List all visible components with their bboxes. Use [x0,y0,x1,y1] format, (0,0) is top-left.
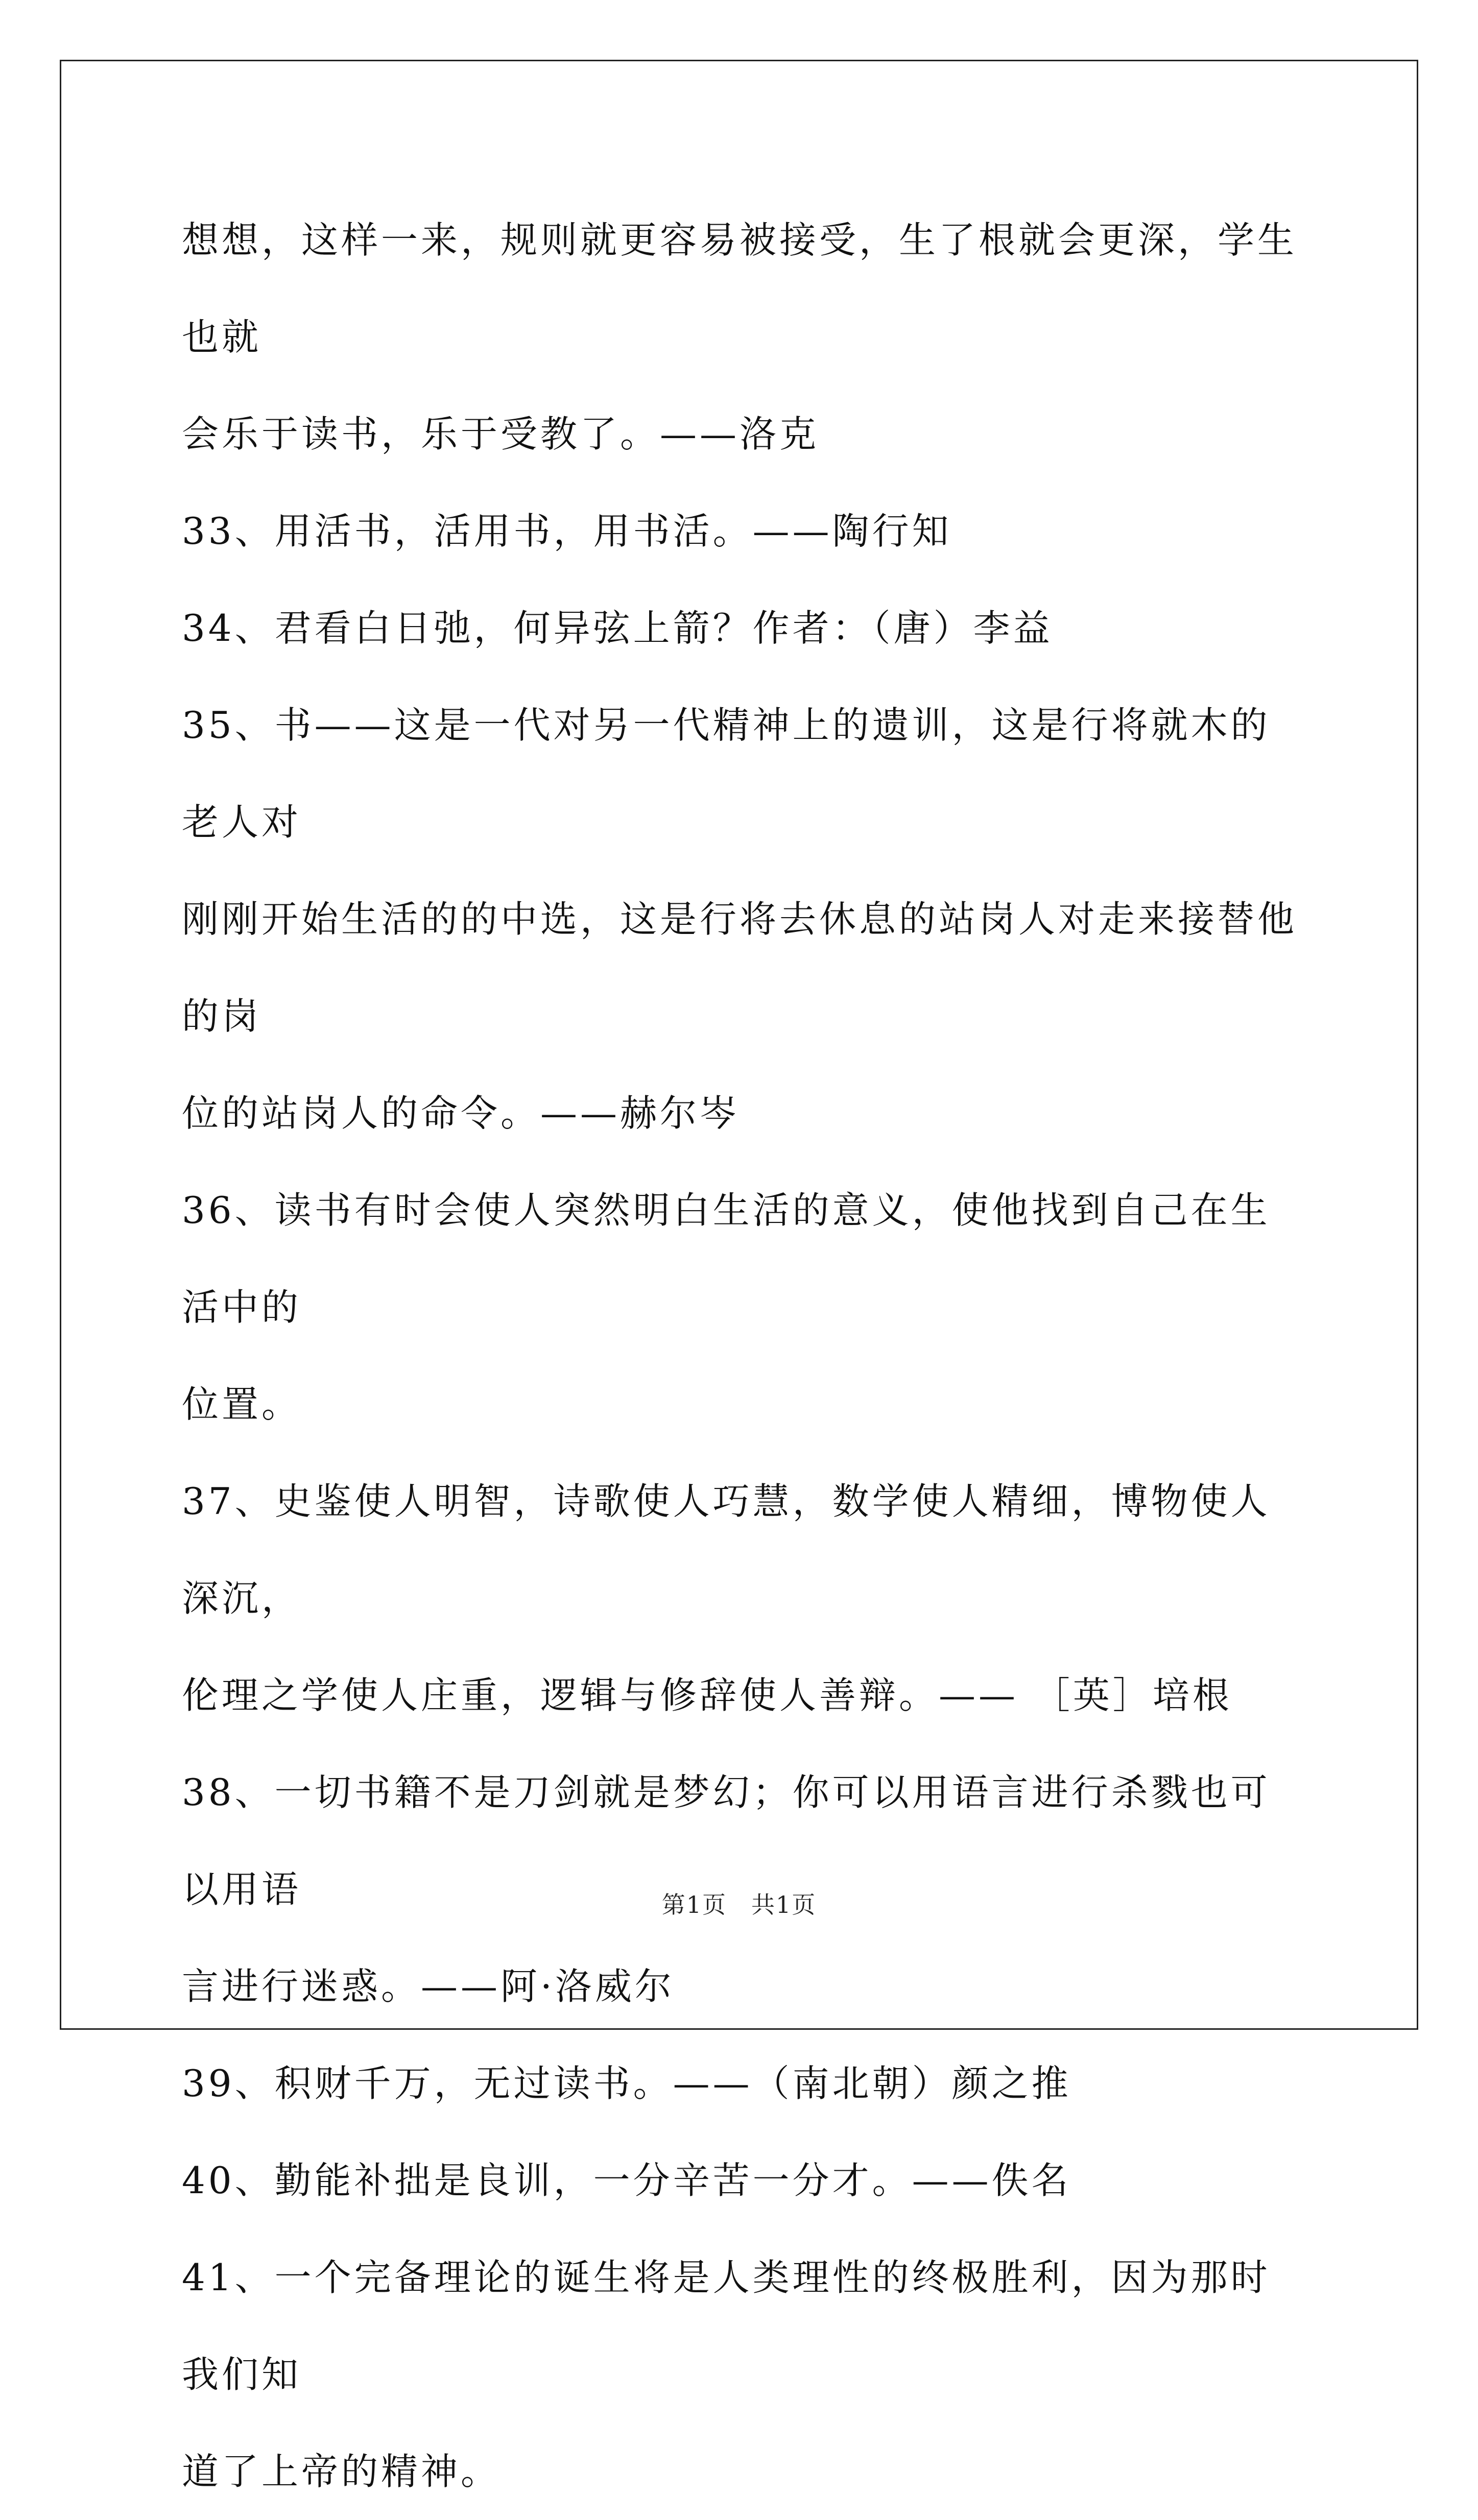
document-body [182,191,1305,2520]
quote-35: 35、书——这是一代对另一代精神上的遗训，这是行将就木的老人对 [182,704,1271,844]
quote-33: 33、用活书，活用书，用书活。——陶行知 [182,510,952,553]
text-line: 刚刚开始生活的的中选，这是行将去休息的站岗人对走来接替他的岗 [182,898,1298,1038]
quote-36: 36、读书有时会使人突然明白生活的意义，使他找到自己在生活中的 [182,1189,1271,1329]
text-line: 想想，这样一来，规则就更容易被接受，生了根就会更深，学生也就 [182,219,1298,358]
text-line: 会乐于读书，乐于受教了。——洛克 [182,413,820,455]
text-line: 言进行迷惑。——阿·洛威尔 [182,1965,675,2008]
quote-41: 41、一个完备理论的诞生将是人类理性的终极胜利，因为那时我们知 [182,2256,1271,2396]
text-line: 位的站岗人的命令。——赫尔岑 [182,1092,740,1135]
text-line: 位置。 [182,1383,302,1426]
quote-37: 37、史鉴使人明智，诗歌使人巧慧，数学使人精细，博物使人深沉， [182,1480,1271,1620]
text-line: 道了上帝的精神。 [182,2450,501,2493]
quote-38: 38、一切书籍不是刀剑就是梦幻；你可以用语言进行杀戮也可以用语 [182,1771,1271,1911]
text-line: 伦理之学使人庄重，逻辑与修辞使人善辩。—— ［英］培根 [182,1674,1232,1717]
quote-34: 34、君看白日弛，何异弦上箭？作者：（唐）李益 [182,607,1053,650]
quote-39: 39、积财千万，无过读书。——（南北朝）颜之推 [182,2062,1071,2105]
page-number-footer: 第1页 共1页 [661,1891,817,1918]
quote-40: 40、勤能补拙是良训，一分辛苦一分才。——佚名 [182,2159,1071,2202]
